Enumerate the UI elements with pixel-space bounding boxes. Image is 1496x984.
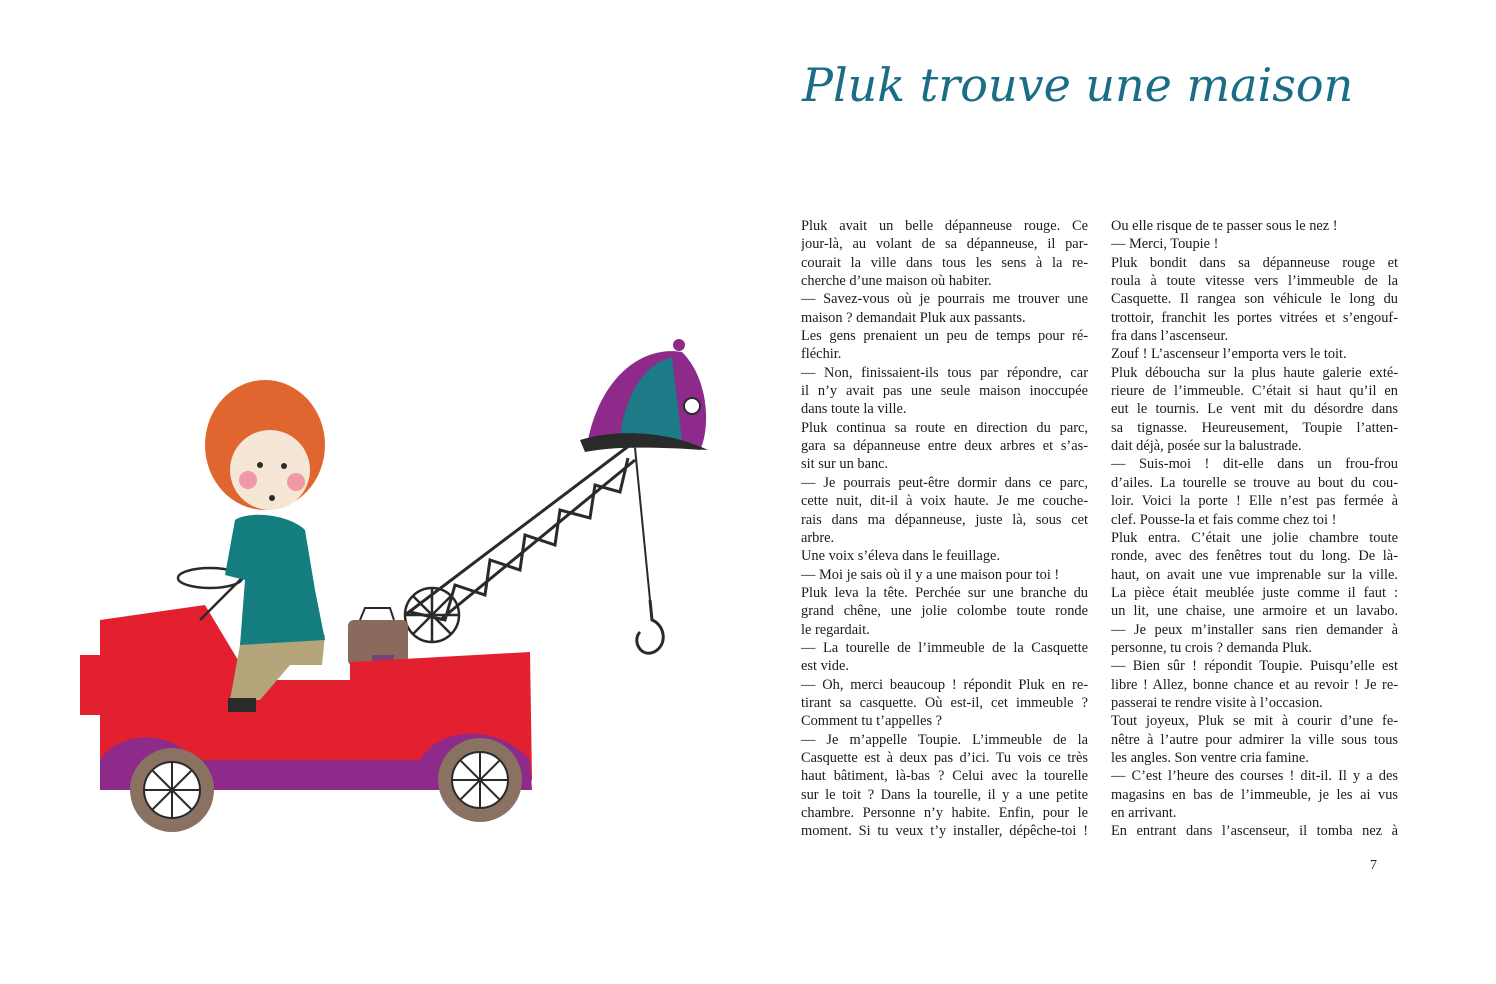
text-line: — Savez-vous où je pourrais me trouver une [801, 291, 1088, 308]
text-line: eut le tournis. Le vent mit du désordre dans [1111, 401, 1398, 418]
text-line: Casquette. Il rangea son véhicule le long du [1111, 291, 1398, 308]
text-line: courait la ville dans tous les sens à la re- [801, 254, 1088, 271]
tow-truck-illustration [60, 320, 760, 860]
text-line: Pluk avait un belle dépanneuse rouge. Ce [801, 218, 1088, 234]
text-line: il n’y avait pas une seule maison inoccupée [801, 383, 1088, 400]
text-line: ronde, avec des fenêtres tout du long. De là- [1111, 548, 1398, 565]
text-line: arbre. [801, 529, 835, 546]
text-line: chambre. Personne n’y habite. Enfin, pour le [801, 805, 1088, 821]
text-line: roula à toute vitesse vers l’immeuble de la [1111, 273, 1398, 290]
text-line: sur le toit ? Dans la tourelle, il y a une petite [801, 786, 1088, 803]
text-line: Pluk continua sa route en direction du parc, [801, 419, 1088, 436]
text-line: — Oh, merci beaucoup ! répondit Pluk en re- [801, 676, 1088, 693]
text-line: cette nuit, dit-il à voix haute. Je me couche- [801, 493, 1088, 510]
text-line: nêtre à l’autre pour admirer la ville sous tous [1111, 731, 1398, 748]
text-line: sit sur un banc. [801, 456, 889, 473]
crane-spool [405, 588, 459, 642]
text-line: passerai te rendre visite à l’occasion. [1111, 694, 1323, 711]
chapter-title: Pluk trouve une maison [802, 58, 1354, 112]
front-wheel [130, 748, 214, 832]
text-line: — Non, finissaient-ils tous par répondre, car [801, 364, 1088, 381]
text-line: Pluk bondit dans sa dépanneuse rouge et [1111, 254, 1398, 271]
text-line: — C’est l’heure des courses ! dit-il. Il y a des [1111, 768, 1398, 785]
text-line: Tout joyeux, Pluk se mit à courir d’une fe- [1111, 713, 1398, 730]
text-line: tirant sa casquette. Où est-il, cet immeuble ? [801, 694, 1088, 711]
text-line: fléchir. [801, 346, 842, 363]
text-line: trottoir, franchit les portes vitrées et s’engouf- [1111, 309, 1398, 326]
text-line: grand chêne, une jolie colombe toute ronde [801, 603, 1088, 620]
crane-boom [405, 445, 650, 620]
text-line: le regardait. [801, 621, 870, 638]
text-line: haut, on avait une vue imprenable sur la ville. [1111, 566, 1398, 583]
text-line: rieure de l’immeuble. C’était si haut qu’il en [1111, 383, 1398, 400]
text-line: Zouf ! L’ascenseur l’emporta vers le toit. [1111, 346, 1347, 363]
text-line: — Bien sûr ! répondit Toupie. Puisqu’elle est [1111, 658, 1398, 675]
text-line: moment. Si tu veux t’y installer, dépêche-toi ! [801, 823, 1088, 840]
text-line: un lit, une chaise, une armoire et un lavabo. [1111, 603, 1398, 620]
text-line: sa tignasse. Heureusement, Toupie l’atten- [1111, 419, 1398, 436]
text-line: loir. Voici la porte ! Elle n’est pas fermée à [1111, 493, 1398, 510]
text-line: — Merci, Toupie ! [1111, 236, 1219, 253]
text-line: clef. Pousse-la et fais comme chez toi ! [1111, 511, 1337, 528]
text-line: Comment tu t’appelles ? [801, 713, 943, 730]
text-line: personne, tu crois ? demanda Pluk. [1111, 639, 1313, 656]
text-line: magasins en bas de l’immeuble, je les ai vus [1111, 786, 1398, 803]
text-line: dait déjà, posée sur la balustrade. [1111, 438, 1302, 455]
text-line: — Moi je sais où il y a une maison pour toi ! [801, 566, 1060, 583]
text-line: maison ? demandait Pluk aux passants. [801, 309, 1026, 326]
text-line: cherche d’une maison où habiter. [801, 273, 992, 290]
text-line: rais dans ma dépanneuse, juste là, sous cet [801, 511, 1088, 528]
page-number: 7 [1370, 858, 1377, 873]
rear-wheel [438, 738, 522, 822]
text-line: Ou elle risque de te passer sous le nez ! [1111, 218, 1338, 234]
text-line: est vide. [801, 658, 849, 675]
text-line: — Je peux m’installer sans rien demander à [1111, 621, 1398, 638]
text-line: Une voix s’éleva dans le feuillage. [801, 548, 1000, 565]
text-line: jour-là, au volant de sa dépanneuse, il par- [801, 236, 1088, 253]
text-line: les angles. Son ventre cria famine. [1111, 749, 1309, 766]
text-column-right [1111, 217, 1398, 841]
cap-on-crane [580, 339, 708, 452]
text-line: — Je pourrais peut-être dormir dans ce parc, [801, 474, 1088, 491]
text-line: Casquette est à deux pas d’ici. Tu vois ce très [801, 749, 1088, 766]
crane-hook [637, 600, 663, 653]
text-line: La pièce était meublée juste comme il faut : [1111, 584, 1398, 601]
text-line: gara sa dépanneuse entre deux arbres et s’as- [801, 438, 1088, 455]
text-line: Pluk déboucha sur la plus haute galerie exté- [1111, 364, 1398, 381]
text-column-left [801, 217, 1088, 841]
text-line: — Suis-moi ! dit-elle dans un frou-frou [1111, 456, 1398, 473]
text-line: Pluk leva la tête. Perchée sur une branche du [801, 584, 1088, 601]
text-line: dans toute la ville. [801, 401, 907, 418]
text-line: — Je m’appelle Toupie. L’immeuble de la [801, 731, 1088, 748]
text-line: fra dans l’ascenseur. [1111, 328, 1229, 345]
text-line: — La tourelle de l’immeuble de la Casquette [801, 639, 1088, 656]
text-line: libre ! Allez, bonne chance et au revoir ! Je re- [1111, 676, 1398, 693]
text-line: haut bâtiment, là-bas ? Celui avec la tourelle [801, 768, 1088, 785]
text-line: Pluk entra. C’était une jolie chambre toute [1111, 529, 1398, 546]
text-line: Les gens prenaient un peu de temps pour ré- [801, 328, 1088, 345]
text-line: en arrivant. [1111, 805, 1177, 821]
text-line: En entrant dans l’ascenseur, il tomba nez à [1111, 823, 1398, 840]
text-line: d’ailes. La tourelle se trouve au bout du cou- [1111, 474, 1398, 491]
